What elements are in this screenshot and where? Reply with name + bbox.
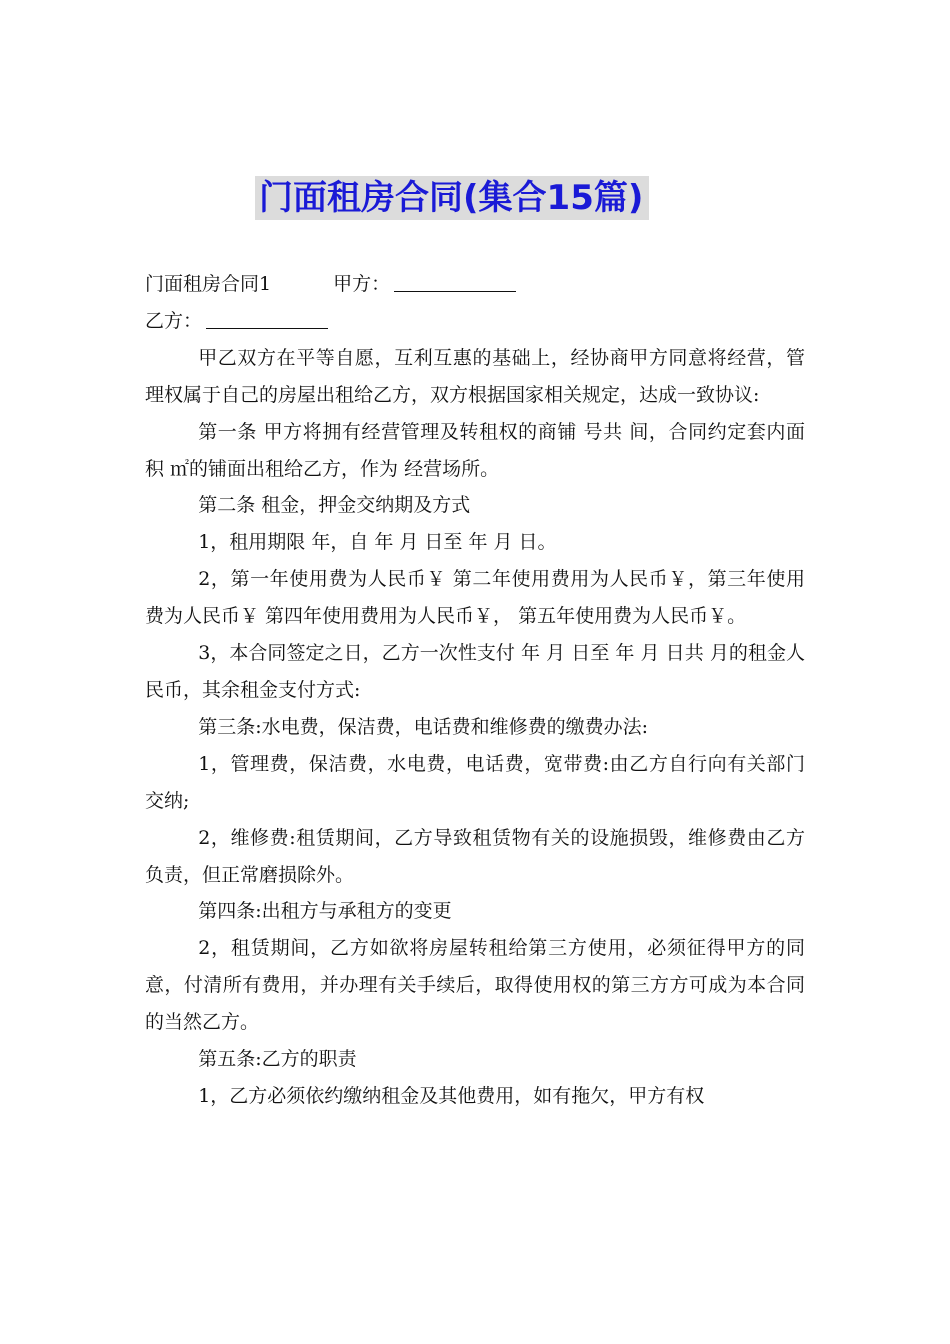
contract-label: 门面租房合同1 — [145, 273, 272, 295]
paragraph-article-2-heading: 第二条 租金，押金交纳期及方式 — [198, 494, 471, 517]
paragraph-article-1: 第一条 甲方将拥有经营管理及转租权的商铺 号共 间，合同约定套内面积 ㎡的铺面出租给乙方，作为 经营场所。 — [145, 420, 805, 480]
paragraph-article-4-item-2: 2，租赁期间，乙方如欲将房屋转租给第三方使用，必须征得甲方的同意，付清所有费用，并办理有关手续后，取得使用权的第三方方可成为本合同的当然乙方。 — [145, 937, 805, 1034]
paragraph-article-3-heading: 第三条:水电费，保洁费，电话费和维修费的缴费办法: — [198, 715, 648, 738]
party-a-label: 甲方： — [333, 273, 391, 295]
paragraph-article-5-item-1: 1，乙方必须依约缴纳租金及其他费用，如有拖欠，甲方有权 — [198, 1084, 705, 1107]
intro-line-party-a — [145, 266, 805, 303]
paragraph-article-2-item-3: 3，本合同签定之日，乙方一次性支付 年 月 日至 年 月 日共 月的租金人民币，其余租金支付方式: — [145, 642, 805, 701]
party-b-blank — [206, 308, 328, 329]
party-b-label: 乙方： — [145, 309, 203, 332]
document-body — [145, 266, 805, 1115]
paragraph-article-4-heading: 第四条:出租方与承租方的变更 — [198, 900, 452, 923]
intro-line-party-b — [145, 303, 805, 340]
paragraph-article-3-item-1: 1，管理费，保洁费，水电费，电话费，宽带费:由乙方自行向有关部门交纳; — [145, 752, 805, 812]
document-title: 门面租房合同(集合15篇) — [255, 176, 649, 220]
paragraph-article-5-heading: 第五条:乙方的职责 — [198, 1048, 357, 1071]
paragraph-article-2-item-1: 1，租用期限 年，自 年 月 日至 年 月 日。 — [198, 531, 557, 554]
paragraph-article-3-item-2: 2，维修费:租赁期间，乙方导致租赁物有关的设施损毁，维修费由乙方负责，但正常磨损除外。 — [145, 826, 805, 886]
paragraph-preamble: 甲乙双方在平等自愿，互利互惠的基础上，经协商甲方同意将经营，管理权属于自己的房屋出租给乙方，双方根据国家相关规定，达成一致协议: — [145, 346, 805, 406]
paragraph-article-2-item-2: 2，第一年使用费为人民币￥ 第二年使用费用为人民币￥，第三年使用费为人民币￥ 第四年使用费用为人民币￥， 第五年使用费为人民币￥。 — [145, 568, 805, 628]
party-a-blank — [394, 271, 516, 292]
